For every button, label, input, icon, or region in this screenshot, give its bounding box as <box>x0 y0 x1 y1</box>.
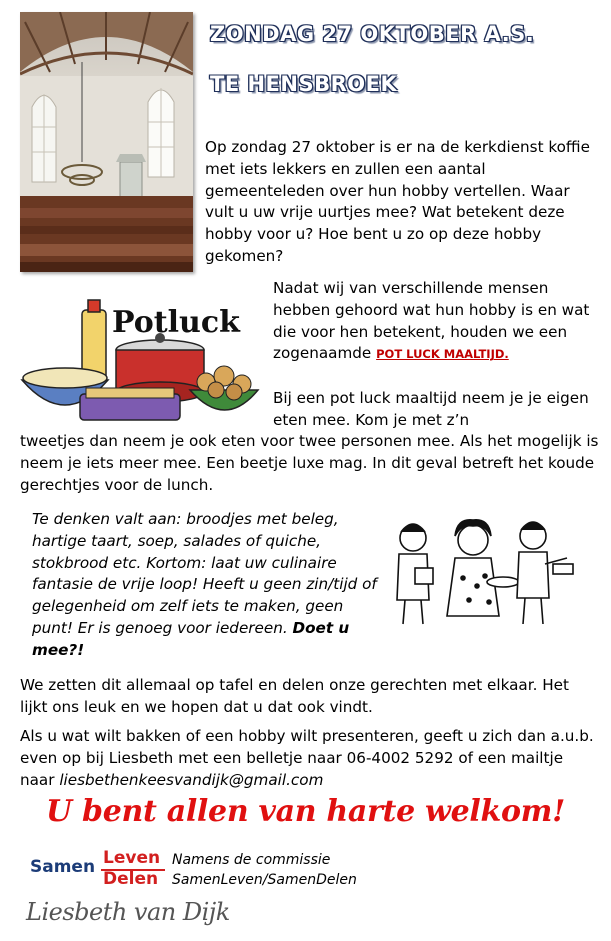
potluck-illustration <box>20 290 260 430</box>
potluck-maaltijd-label: POT LUCK MAALTIJD. <box>376 347 509 362</box>
sharing-paragraph: We zetten dit allemaal op tafel en delen onze gerechten met elkaar. Het lijkt ons leuk en we hopen dat u dat ook vindt. <box>20 676 569 716</box>
food-suggestions-paragraph <box>32 509 382 662</box>
contact-paragraph <box>20 726 600 791</box>
samenleven-samendelen-logo <box>30 848 175 892</box>
committee-line1: Namens de commissie <box>172 852 331 868</box>
heading-location: TE HENSBROEK <box>210 72 398 96</box>
handwritten-signature: Liesbeth van Dijk <box>26 898 230 926</box>
logo-delen: Delen <box>103 869 159 889</box>
church-interior-illustration <box>20 12 193 272</box>
people-with-food-cartoon <box>385 512 575 630</box>
heading-date: ZONDAG 27 OKTOBER A.S. <box>210 22 535 46</box>
potluck-intro-text: Nadat wij van verschillende mensen hebben gehoord wat hun hobby is en wat die voor hen betekent, houden we een zogenaamde <box>273 279 590 363</box>
logo-leven: Leven <box>103 848 161 868</box>
intro-paragraph: Op zondag 27 oktober is er na de kerkdienst koffie met iets lekkers en zullen een aantal gemeenteleden over hun hobby vertellen. Waar vult u uw vrije uurtjes mee? Wat betekent deze hobby voor u? Hoe bent u zo op deze hobby gekomen? <box>205 138 590 265</box>
committee-line2: SamenLeven/SamenDelen <box>172 872 357 888</box>
potluck-explanation-rest: tweetjes dan neem je ook eten voor twee personen mee. Als het mogelijk is neem je iets meer mee. Een beetje luxe mag. In dit geval betreft het koude gerechtjes voor de lunch. <box>20 432 599 494</box>
contact-text: Als u wat wilt bakken of een hobby wilt presenteren, geeft u zich dan a.u.b. even op bij Liesbeth met een belletje naar 06-4002 5292 of een mailtje naar <box>20 727 594 789</box>
join-question: Doet u mee?! <box>32 618 350 659</box>
logo-samen: Samen <box>30 857 96 877</box>
food-suggestions-text: Te denken valt aan: broodjes met beleg, hartige taart, soep, salades of quiche, stokbrood etc. Kortom: laat uw culinaire fantasie de vrije loop! Heeft u geen zin/tijd of gelegenheid om zelf iets te maken, geen punt! Er is genoeg voor iedereen. <box>32 510 377 637</box>
welcome-message: U bent allen van harte welkom! <box>46 794 565 829</box>
contact-email-link[interactable]: liesbethenkeesvandijk@gmail.com <box>59 770 324 789</box>
potluck-logo-text: Potluck <box>112 305 240 340</box>
church-interior-photo <box>20 12 193 272</box>
potluck-explanation-line1: Bij een pot luck maaltijd neem je je eigen eten mee. Kom je met z’n <box>273 389 589 429</box>
committee-signoff <box>172 850 357 890</box>
potluck-intro-paragraph <box>273 278 598 366</box>
